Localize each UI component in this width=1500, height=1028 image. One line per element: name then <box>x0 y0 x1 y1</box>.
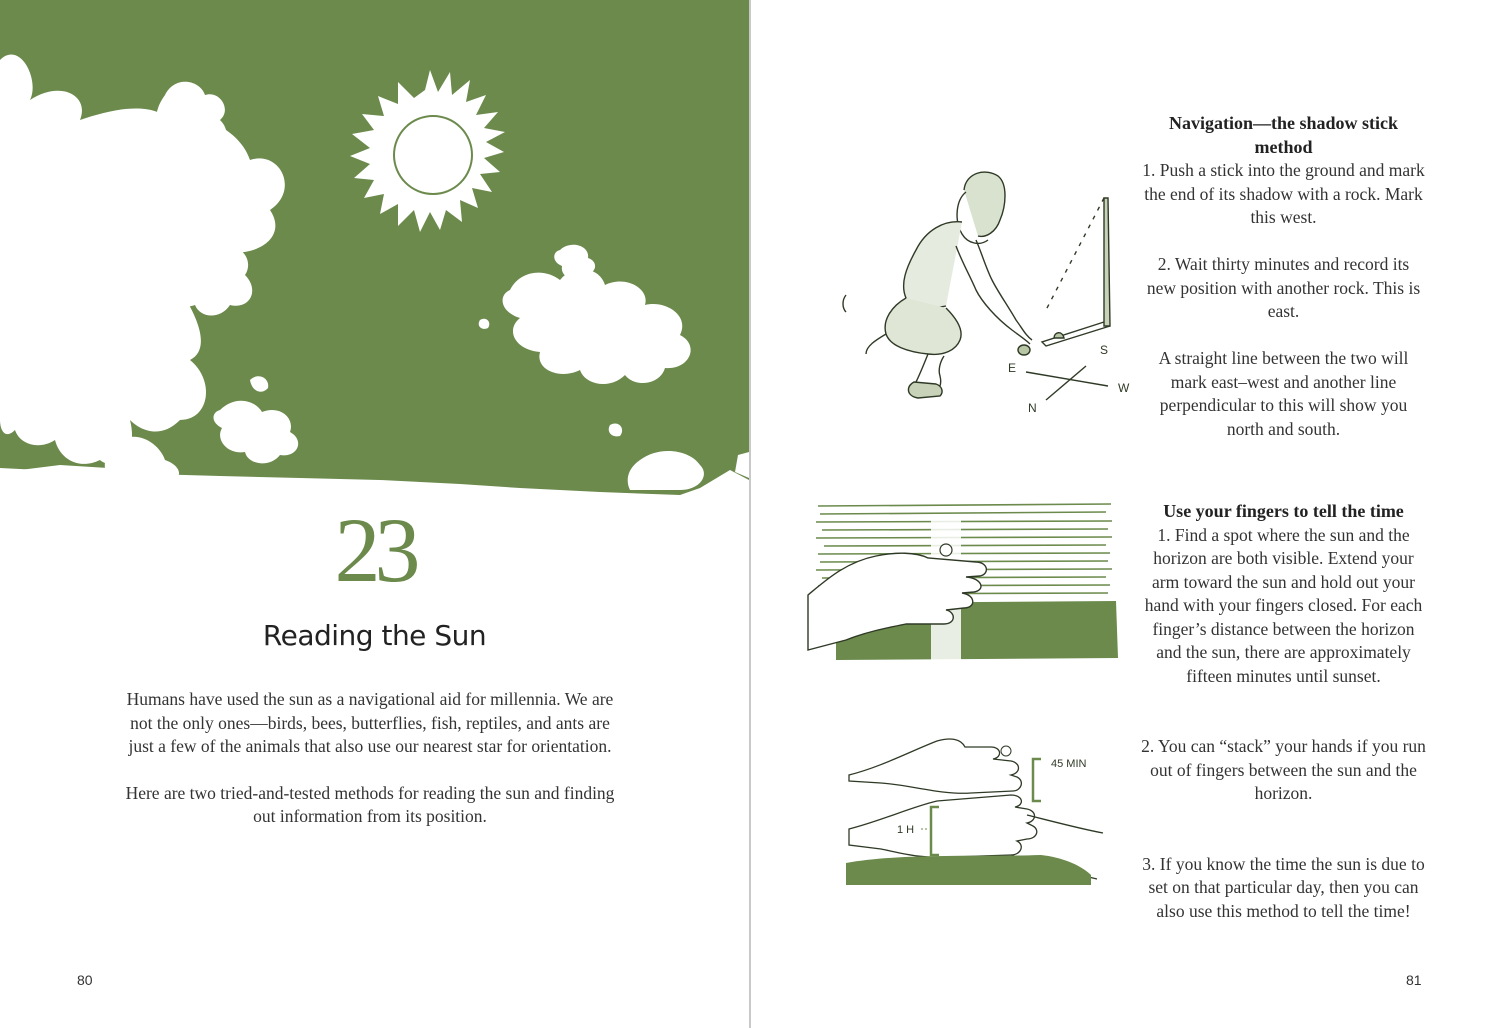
page-number-right: 81 <box>1406 972 1422 988</box>
shadow-stick-step: 2. Wait thirty minutes and record its new position with another rock. This is east. <box>1146 254 1421 321</box>
intro-paragraph: Humans have used the sun as a navigational aid for millennia. We are not the only ones—birds, bees, butterflies, fish, reptiles, and ants are just a few of the animals that also use our nearest star for orientation. <box>126 689 614 756</box>
intro-text <box>120 688 620 852</box>
stack-step: 2. You can “stack” your hands if you run out of fingers between the sun and the horizon. <box>1141 736 1426 803</box>
chapter-title: Reading the Sun <box>262 619 487 652</box>
label-45-min: 45 MIN <box>1051 758 1087 770</box>
sun-sky-illustration <box>0 0 749 500</box>
shadow-stick-section <box>1141 112 1426 441</box>
intro-paragraph: Here are two tried-and-tested methods for reading the sun and finding out information from its position. <box>125 782 615 826</box>
chapter-number: 23 <box>334 499 415 601</box>
shadow-stick-heading: Navigation—the shadow stick method <box>1168 113 1399 157</box>
left-page <box>0 0 749 1028</box>
compass-n-label: N <box>1028 401 1037 415</box>
compass-s-label: S <box>1100 343 1109 357</box>
shadow-stick-illustration <box>836 150 1136 420</box>
shadow-stick-step: 1. Push a stick into the ground and mark the end of its shadow with a rock. Mark this west. <box>1142 160 1425 227</box>
fingers-heading: Use your fingers to tell the time <box>1163 501 1404 521</box>
fingers-step: 1. Find a spot where the sun and the horizon are both visible. Extend your arm toward the sun and hold out your hand with your fingers closed. For each finger’s distance between the horizon and the sun, there are approximately fifteen minutes until sunset. <box>1144 524 1423 686</box>
label-1-hour: 1 H <box>897 824 915 836</box>
compass-w-label: W <box>1118 381 1130 395</box>
right-page <box>751 0 1500 1028</box>
shadow-stick-step: A straight line between the two will mark east–west and another line perpendicular to this will show you north and south. <box>1158 348 1409 439</box>
stack-step: 3. If you know the time the sun is due to set on that particular day, then you can also use this method to tell the time! <box>1142 853 1425 921</box>
stacked-hands-illustration <box>841 725 1121 895</box>
compass-e-label: E <box>1008 361 1017 375</box>
fingers-horizon-illustration <box>806 500 1121 665</box>
fingers-section <box>1141 500 1426 688</box>
stack-section <box>1141 735 1426 923</box>
page-number-left: 80 <box>77 972 93 988</box>
